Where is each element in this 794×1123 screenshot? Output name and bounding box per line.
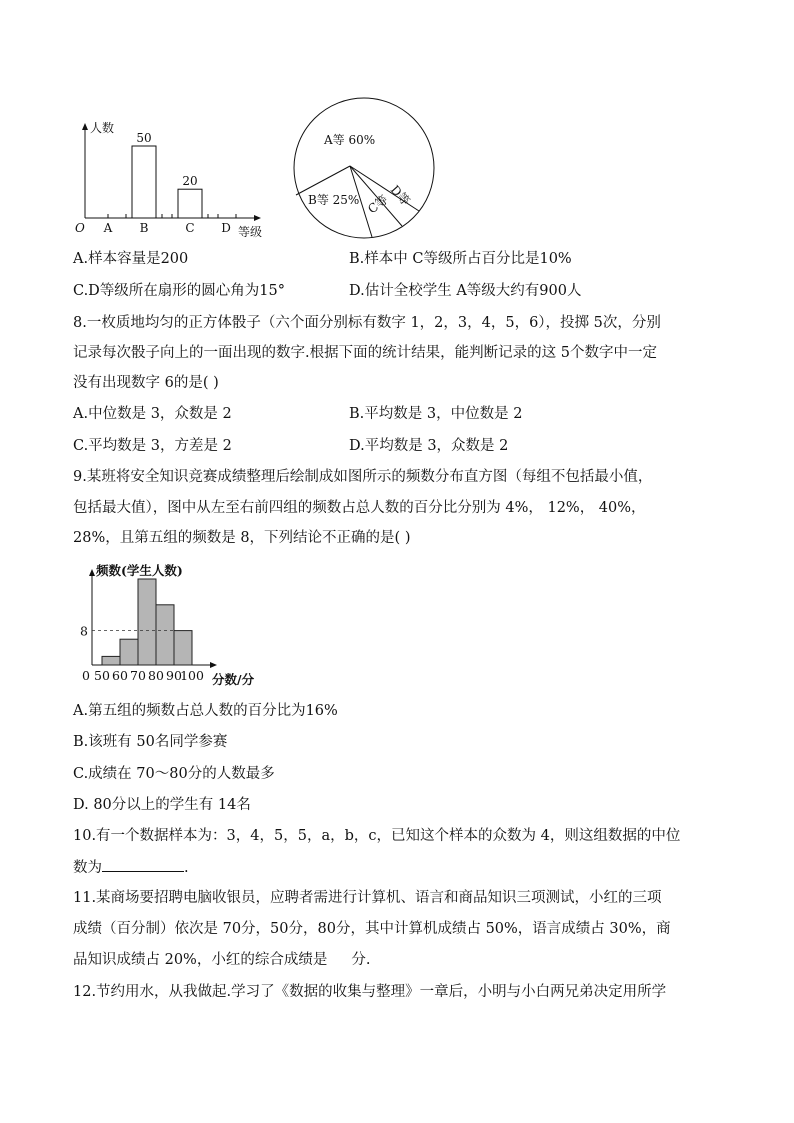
q9-option-d: D. 80分以上的学生有 14名 [73, 797, 251, 813]
bar-value-label-c: 20 [182, 174, 198, 189]
q7-option-c: C.D等级所在扇形的圆心角为15° [73, 283, 286, 299]
pie-outline [294, 98, 434, 238]
grade-bar-chart [70, 115, 270, 240]
y-axis-label: 人数 [90, 121, 115, 135]
q9-stem-line-2: 包括最大值），图中从左至右前四组的频数占总人数的百分比分别为 4%， 12%， 40%， [73, 500, 646, 516]
q8-option-b: B.平均数是 3，中位数是 2 [349, 406, 523, 422]
x-axis-label: 等级 [238, 225, 263, 239]
q8-stem-line-3: 没有出现数字 6的是( ) [73, 375, 219, 391]
q8-option-d: D.平均数是 3，众数是 2 [349, 438, 509, 454]
hist-x-axis-label: 分数/分 [212, 672, 255, 687]
pie-label-b: B等 25% [308, 193, 360, 207]
hist-origin-label: 0 [82, 668, 90, 683]
origin-label: O [75, 221, 85, 235]
q11-prefix: 品知识成绩占 20%，小红的综合成绩是 [73, 952, 328, 968]
histogram-bar-50-60 [102, 656, 120, 665]
hist-y-axis-label: 频数(学生人数) [96, 563, 183, 578]
q9-stem-line-3: 28%，且第五组的频数是 8，下列结论不正确的是( ) [73, 530, 411, 546]
pie-label-d: D等 [387, 182, 413, 209]
pie-divider-a-b [296, 166, 350, 195]
q11-stem-line-3 [73, 950, 370, 970]
q9-option-c: C.成绩在 70～80分的人数最多 [73, 766, 275, 782]
q8-stem-line-2: 记录每次骰子向上的一面出现的数字.根据下面的统计结果，能判断记录的这 5个数字中一定 [73, 345, 657, 361]
q8-option-a: A.中位数是 3，众数是 2 [73, 406, 232, 422]
histogram-bar-60-70 [120, 639, 138, 665]
grade-pie-chart [284, 95, 444, 245]
category-label-a: A [103, 221, 113, 235]
pie-label-a: A等 60% [324, 133, 376, 147]
q9-option-b: B.该班有 50名同学参赛 [73, 734, 228, 750]
hist-x-tick-80: 80 [148, 668, 164, 683]
category-label-b: B [139, 221, 149, 235]
q8-option-c: C.平均数是 3，方差是 2 [73, 438, 232, 454]
q7-option-a: A.样本容量是200 [73, 251, 189, 267]
hist-x-tick-100: 100 [180, 668, 204, 683]
q11-suffix: 分. [351, 952, 371, 968]
q8-stem-line-1: 8.一枚质地均匀的正方体骰子（六个面分别标有数字 1，2，3，4，5，6），投掷 5次，分别 [73, 315, 661, 331]
histogram-bar-80-90 [156, 605, 174, 665]
category-label-d: D [221, 221, 231, 235]
q9-option-a: A.第五组的频数占总人数的百分比为16% [73, 703, 338, 719]
histogram-bar-70-80 [138, 579, 156, 665]
bar-b [132, 146, 156, 218]
q9-stem-line-1: 9.某班将安全知识竞赛成绩整理后绘制成如图所示的频数分布直方图（每组不包括最小值， [73, 469, 653, 485]
hist-x-tick-70: 70 [130, 668, 146, 683]
q11-stem-line-1: 11.某商场要招聘电脑收银员，应聘者需进行计算机、语言和商品知识三项测试，小红的三项 [73, 890, 662, 906]
pie-label-c: C等 [365, 192, 391, 217]
x-axis-arrow [254, 215, 261, 221]
y-axis-arrow [82, 123, 88, 130]
q12-stem-line-1: 12.节约用水，从我做起.学习了《数据的收集与整理》一章后，小明与小白两兄弟决定用所学 [73, 984, 667, 1000]
hist-x-tick-50: 50 [94, 668, 110, 683]
bar-c [178, 189, 202, 218]
q7-option-b: B.样本中 C等级所占百分比是10% [349, 251, 572, 267]
hist-x-axis-arrow [210, 662, 217, 668]
q7-option-d: D.估计全校学生 A等级大约有900人 [349, 283, 582, 299]
hist-x-tick-90: 90 [166, 668, 182, 683]
q10-stem-line-2 [73, 857, 189, 878]
q10-answer-blank[interactable] [102, 857, 184, 872]
hist-y-tick-8: 8 [80, 623, 88, 639]
frequency-histogram [72, 558, 282, 693]
q10-suffix: . [184, 860, 189, 876]
hist-x-tick-60: 60 [112, 668, 128, 683]
q10-prefix: 数为 [73, 860, 102, 876]
hist-y-axis-arrow [89, 569, 95, 576]
q11-stem-line-2: 成绩（百分制）依次是 70分，50分，80分，其中计算机成绩占 50%，语言成绩占 30%，商 [73, 921, 671, 937]
histogram-bar-90-100 [174, 631, 192, 665]
bar-value-label-b: 50 [136, 131, 152, 145]
category-label-c: C [185, 221, 195, 235]
q10-stem-line-1: 10.有一个数据样本为：3，4，5，5，a，b，c，已知这个样本的众数为 4，则这组数据的中位 [73, 828, 681, 844]
